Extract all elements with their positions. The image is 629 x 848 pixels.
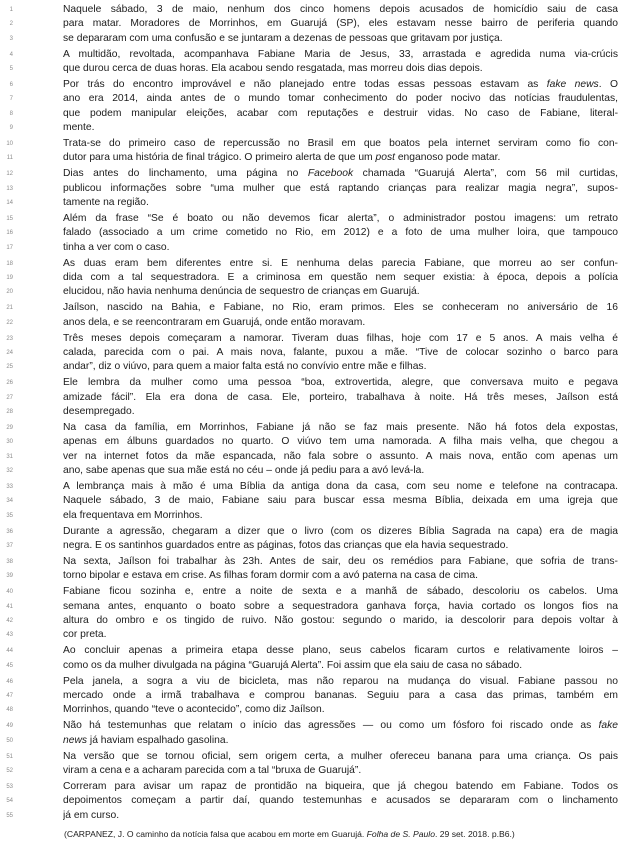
line-number: 25 — [6, 364, 13, 371]
line-number: 30 — [6, 439, 13, 446]
line-number: 31 — [6, 453, 13, 460]
paragraph — [0, 780, 629, 823]
text-line — [0, 92, 629, 106]
text-line — [0, 719, 629, 733]
line-text — [63, 405, 618, 419]
text-segment: Na versão que se tornou oficial, sem origem certa, a mulher ofereceu banana para uma criança. Os pais — [63, 750, 618, 762]
line-number: 15 — [6, 215, 13, 222]
text-segment: amizade fácil”. Ela era dona de casa. Ele, porteiro, trabalhava à noite. Há três meses, Jaílson está — [63, 391, 618, 403]
line-text — [63, 600, 618, 614]
text-line — [0, 794, 629, 808]
line-number: 16 — [6, 230, 13, 237]
text-segment: . 29 set. 2018. p.B6.) — [435, 828, 515, 839]
text-line — [0, 271, 629, 285]
text-segment: A lembrança mais à mão é uma Bíblia da antiga dona da casa, com seu nome e telefone na contracapa. — [63, 481, 618, 492]
line-text — [63, 614, 618, 628]
italic-text: news — [63, 734, 88, 746]
paragraph — [0, 555, 629, 584]
line-text — [63, 494, 618, 508]
text-line — [0, 421, 629, 435]
paragraph — [0, 48, 629, 77]
text-line — [0, 346, 629, 360]
line-number: 18 — [6, 260, 13, 267]
line-text — [63, 48, 618, 62]
paragraph — [0, 3, 629, 46]
line-number: 6 — [9, 81, 13, 88]
text-segment: mercado onde a irmã trabalhava e comprou bananas. Seguiu para a casa das primas, também em — [63, 689, 618, 701]
line-text — [63, 346, 618, 360]
text-segment: ano, sabe apenas que sua mãe está no céu – onde já pediu para a avó levá-la. — [63, 465, 425, 477]
text-line — [0, 391, 629, 405]
line-text — [63, 271, 618, 285]
line-number: 14 — [6, 200, 13, 207]
line-text — [63, 301, 618, 315]
paragraph — [0, 675, 629, 718]
line-text — [63, 421, 618, 435]
text-segment: publicou informações sobre “uma mulher que está raptando crianças para realizar magia negra”, supos- — [63, 182, 618, 194]
text-segment: se depararam com uma confusão e se juntaram a dezenas de pessoas que gritavam por justiça. — [63, 32, 503, 44]
line-text — [63, 212, 618, 226]
paragraph — [0, 257, 629, 300]
italic-text: fake — [598, 720, 618, 732]
text-line — [0, 212, 629, 226]
line-text — [63, 391, 618, 405]
text-segment: Pela janela, a sogra a viu de bicicleta, mas não reparou na mudança do visual. Fabiane passou no — [63, 675, 618, 687]
text-segment: elucidou, não havia nenhuma denúncia de sequestro de crianças em Guarujá. — [63, 286, 420, 298]
line-number: 10 — [6, 141, 13, 148]
line-text — [63, 167, 618, 181]
line-text — [63, 285, 618, 299]
line-number: 33 — [6, 484, 13, 490]
line-text — [63, 316, 618, 330]
text-line — [0, 703, 629, 717]
text-line — [0, 78, 629, 92]
line-number: 29 — [6, 424, 13, 431]
paragraph — [0, 719, 629, 748]
text-segment: Não há testemunhas que relatam o início das agressões — ou como um fósforo foi riscado onde as — [63, 720, 599, 732]
line-number: 7 — [9, 96, 13, 103]
text-line — [0, 241, 629, 255]
text-segment: Naquele sábado, 3 de maio, Fabiane saiu para buscar essa mesma Bíblia, deixada em uma igreja que — [63, 495, 618, 507]
line-number: 47 — [6, 692, 13, 699]
text-line — [0, 628, 629, 642]
text-line — [0, 464, 629, 478]
text-segment: Dias antes do linchamento, uma página no — [63, 168, 308, 180]
line-number: 51 — [6, 753, 13, 760]
text-segment: chamada “Guarujá Alerta”, com 56 mil curtidas, — [353, 168, 618, 180]
line-number: 8 — [9, 110, 13, 117]
text-segment: . O — [598, 78, 618, 90]
line-text — [63, 241, 618, 255]
text-line — [0, 196, 629, 210]
text-segment: A multidão, revoltada, acompanhava Fabiane Maria de Jesus, 33, arrastada e agredida numa via-crúcis — [63, 48, 618, 60]
text-line — [0, 569, 629, 583]
text-segment: falado (associado a um crime cometido no Rio, em 2012) e a foto de uma mulher loira, que tampouco — [63, 227, 618, 239]
line-text — [63, 480, 618, 494]
line-number: 22 — [6, 319, 13, 326]
text-line — [0, 585, 629, 599]
paragraph — [0, 301, 629, 330]
line-text — [63, 151, 618, 165]
line-number: 36 — [6, 528, 13, 535]
text-segment: semana antes, enquanto o boato sobre a sequestradora ganhava força, havia cortado os longos fios na — [63, 600, 618, 612]
text-segment: que durou cerca de duas horas. Ela acabou sendo resgatada, mas morreu dois dias depois. — [63, 63, 483, 75]
text-line — [0, 480, 629, 494]
line-number: 37 — [6, 543, 13, 550]
line-text — [63, 360, 618, 374]
text-line — [0, 600, 629, 614]
line-number: 53 — [6, 783, 13, 790]
paragraph — [0, 644, 629, 673]
line-number: 38 — [6, 558, 13, 565]
text-segment: Durante a agressão, chegaram a dizer que o livro (com os dizeres Bíblia Sagrada na capa) era de magia — [63, 525, 618, 537]
line-text — [63, 569, 618, 583]
text-line — [0, 332, 629, 346]
line-text — [63, 450, 618, 464]
text-line — [0, 182, 629, 196]
line-number: 9 — [9, 125, 13, 132]
line-text — [63, 644, 618, 658]
text-line — [0, 301, 629, 315]
line-text — [63, 764, 618, 778]
text-line — [0, 151, 629, 165]
text-segment: tamente na região. — [63, 197, 149, 209]
line-number: 43 — [6, 632, 13, 639]
text-line — [0, 614, 629, 628]
line-number: 32 — [6, 468, 13, 475]
text-line — [0, 809, 629, 823]
line-text — [63, 734, 618, 748]
text-line — [0, 734, 629, 748]
text-segment: (CARPANEZ, J. O caminho da notícia falsa que acabou em morte em Guarujá. — [64, 828, 367, 839]
text-line — [0, 360, 629, 374]
paragraph — [0, 78, 629, 136]
line-number: 5 — [9, 66, 13, 73]
text-line — [0, 509, 629, 523]
paragraph — [0, 525, 629, 554]
text-line — [0, 226, 629, 240]
text-segment: depoimentos começam a partir daí, quando testemunhas e acusados se depararam com o linchamento — [63, 795, 618, 807]
line-text — [63, 92, 618, 106]
text-segment: altura do ombro e os tingido de ruivo. Não gostou: segundo o marido, ia descolorir para depois voltar à — [63, 615, 618, 627]
text-line — [0, 3, 629, 17]
text-line — [0, 525, 629, 539]
line-number: 4 — [9, 51, 13, 58]
line-text — [63, 703, 618, 717]
text-line — [0, 539, 629, 553]
text-line — [0, 62, 629, 76]
line-text — [63, 107, 618, 121]
line-number: 12 — [6, 171, 13, 178]
text-line — [0, 167, 629, 181]
paragraph — [0, 750, 629, 779]
line-text — [63, 332, 618, 346]
line-number: 50 — [6, 737, 13, 744]
text-line — [0, 750, 629, 764]
line-text — [63, 539, 618, 553]
text-line — [0, 316, 629, 330]
line-text — [63, 435, 618, 449]
line-text — [63, 659, 618, 673]
line-number: 45 — [6, 662, 13, 669]
text-segment: calada, parecida com o pai. A mais nova, falante, puxou a mãe. “Tive de colocar sozinho o barco para — [63, 346, 618, 358]
line-number: 26 — [6, 380, 13, 387]
text-segment: tinha a ver com o caso. — [63, 241, 170, 253]
line-number: 24 — [6, 349, 13, 356]
paragraph — [0, 332, 629, 375]
text-line — [0, 659, 629, 673]
text-segment: enganoso pode matar. — [394, 152, 501, 164]
paragraph — [0, 376, 629, 419]
text-segment: Jaílson, nascido na Bahia, e Fabiane, no Rio, eram primos. Eles se conheceram no aniversário de 16 — [63, 302, 618, 314]
line-text — [63, 196, 618, 210]
italic-text: Folha de S. Paulo — [366, 828, 435, 839]
line-number: 49 — [6, 723, 13, 730]
text-segment: dutor para uma história de final trágico. O primeiro alerta de que um — [63, 152, 376, 164]
line-number: 3 — [9, 35, 13, 42]
text-segment: torno bipolar e estava em crise. As filhas foram dormir com a avó paterna na casa de cima. — [63, 570, 478, 582]
paragraph — [0, 167, 629, 210]
line-number: 35 — [6, 512, 13, 519]
line-number: 40 — [6, 589, 13, 596]
text-segment: que podem manipular eleições, acabar com reputações e destruir vidas. No caso de Fabiane, literal- — [63, 107, 618, 119]
text-line — [0, 689, 629, 703]
line-text — [63, 689, 618, 703]
line-text — [63, 675, 618, 689]
line-text — [63, 62, 618, 76]
text-line — [0, 780, 629, 794]
line-number: 41 — [6, 603, 13, 610]
text-segment: ano era 2014, ainda antes de o mundo tomar conhecimento do poder nocivo das notícias fraudulentas, — [63, 93, 618, 105]
line-number: 48 — [6, 707, 13, 714]
text-line — [0, 675, 629, 689]
line-number: 52 — [6, 767, 13, 774]
paragraph — [0, 585, 629, 643]
text-line — [0, 107, 629, 121]
citation — [0, 829, 629, 840]
text-segment: anos dela, e se reencontraram em Guarujá, onde então moravam. — [63, 316, 366, 328]
line-text — [63, 555, 618, 569]
text-segment: ela frequentava em Morrinhos. — [63, 509, 203, 521]
paragraph — [0, 421, 629, 479]
paragraph — [0, 212, 629, 255]
text-segment: já haviam espalhado gasolina. — [87, 734, 229, 746]
text-segment: desempregado. — [63, 406, 135, 418]
line-number: 42 — [6, 618, 13, 625]
line-text — [63, 809, 618, 823]
text-segment: viram a cena e a acharam parecida com a tal “bruxa de Guarujá”. — [63, 764, 362, 776]
line-number: 1 — [9, 7, 13, 13]
line-number: 2 — [9, 21, 13, 28]
line-number: 54 — [6, 798, 13, 805]
line-text — [63, 257, 618, 271]
text-segment: negra. E os santinhos guardados entre as páginas, fotos das crianças que ela havia sequestrado. — [63, 540, 509, 552]
text-line — [0, 405, 629, 419]
text-segment: Correram para avisar um rapaz de prontidão na biqueira, que já chegou batendo em Fabiane. Todos os — [63, 780, 618, 792]
line-number: 19 — [6, 275, 13, 282]
text-line — [0, 450, 629, 464]
line-text — [63, 628, 618, 642]
line-number: 46 — [6, 678, 13, 685]
text-segment: Ele lembra da mulher como uma pessoa “boa, extrovertida, alegre, que conversava muito e pegava — [63, 377, 618, 389]
text-line — [0, 48, 629, 62]
line-number: 28 — [6, 409, 13, 416]
text-segment: como os da mulher divulgada na página “Guarujá Alerta”. Foi assim que ela saiu de casa no sábado. — [63, 659, 523, 671]
text-segment: dida com a tal sequestradora. E a criminosa em questão nem sequer existia: à época, depois a polícia — [63, 272, 618, 284]
text-segment: cor preta. — [63, 629, 107, 641]
text-segment: Na casa da família, em Morrinhos, Fabiane já não se faz mais presente. Não há fotos dela expostas, — [63, 421, 618, 433]
text-segment: ver na internet fotos da mãe espancada, não fala sobre o assunto. A mais nova, então com apenas um — [63, 450, 618, 462]
text-segment: apenas em álbuns guardados no quarto. O viúvo tem uma namorada. A filha mais velha, que chegou a — [63, 436, 618, 448]
line-text — [63, 464, 618, 478]
line-text — [63, 137, 618, 151]
line-text — [63, 719, 618, 733]
text-segment: Fabiane ficou sozinha e, entre a noite de sexta e a manhã de sábado, descoloriu os cabelos. Uma — [63, 586, 618, 598]
line-number: 23 — [6, 335, 13, 342]
line-text — [63, 182, 618, 196]
text-segment: Trata-se do primeiro caso de repercussão no Brasil em que boatos pela internet serviram como fio con- — [63, 138, 618, 150]
italic-text: Facebook — [307, 168, 354, 180]
text-segment: Além da frase “Se é boato ou não devemos ficar alerta”, o administrador postou imagens: um retrato — [63, 212, 618, 224]
text-line — [0, 376, 629, 390]
line-number: 11 — [6, 155, 13, 162]
text-line — [0, 121, 629, 135]
text-line — [0, 137, 629, 151]
text-line — [0, 285, 629, 299]
text-segment: Na sexta, Jaílson foi trabalhar às 23h. Antes de sair, deu os remédios para Fabiane, que sofria de trans- — [63, 555, 618, 567]
text-segment: Morrinhos, quando “teve o acontecido”, como diz Jaílson. — [63, 704, 325, 716]
line-number: 21 — [6, 305, 13, 312]
italic-text: fake news — [546, 78, 599, 90]
line-text — [63, 750, 618, 764]
line-text — [63, 3, 618, 17]
paragraph — [0, 480, 629, 523]
text-segment: Por trás do encontro improvável e não planejado entre todas essas pessoas estavam as — [63, 78, 547, 90]
text-line — [0, 435, 629, 449]
paragraph — [0, 137, 629, 166]
line-text — [63, 509, 618, 523]
text-segment: mente. — [63, 122, 95, 134]
line-text — [63, 121, 618, 135]
line-number: 20 — [6, 289, 13, 296]
text-segment: Três meses depois começaram a namorar. Tiveram duas filhas, hoje com 17 e 5 anos. A mais velha é — [63, 332, 618, 344]
text-segment: Naquele sábado, 3 de maio, nenhum dos cinco homens depois acusados de homicídio saiu de casa — [63, 4, 618, 15]
line-text — [63, 78, 618, 92]
text-line — [0, 644, 629, 658]
line-text — [63, 525, 618, 539]
line-number: 39 — [6, 573, 13, 580]
text-line — [0, 17, 629, 31]
text-line — [0, 555, 629, 569]
text-line — [0, 764, 629, 778]
line-text — [63, 794, 618, 808]
line-number: 27 — [6, 394, 13, 401]
italic-text: post — [375, 152, 395, 164]
text-line — [0, 494, 629, 508]
line-text — [63, 32, 618, 46]
text-segment: Ao concluir apenas a primeira etapa desse plano, seus cabelos ficaram curtos e relativamente loiros – — [63, 645, 618, 657]
text-segment: andar”, diz o viúvo, para quem a maior falta está no convívio entre mãe e filhas. — [63, 361, 427, 373]
line-text — [63, 585, 618, 599]
line-number: 44 — [6, 648, 13, 655]
line-text — [63, 17, 618, 31]
line-text — [63, 780, 618, 794]
text-segment: para matar. Moradores de Morrinhos, em Guarujá (SP), eles estavam nesse bairro de periferia quando — [63, 18, 618, 30]
line-number: 34 — [6, 498, 13, 505]
text-line — [0, 32, 629, 46]
text-line — [0, 257, 629, 271]
line-text — [63, 226, 618, 240]
line-number: 17 — [6, 244, 13, 251]
text-segment: já em curso. — [63, 809, 120, 821]
text-segment: As duas eram bem diferentes entre si. E nenhuma delas parecia Fabiane, que morreu ao ser confun- — [63, 257, 618, 269]
line-number: 13 — [6, 185, 13, 192]
line-number: 55 — [6, 812, 13, 819]
line-text — [63, 376, 618, 390]
